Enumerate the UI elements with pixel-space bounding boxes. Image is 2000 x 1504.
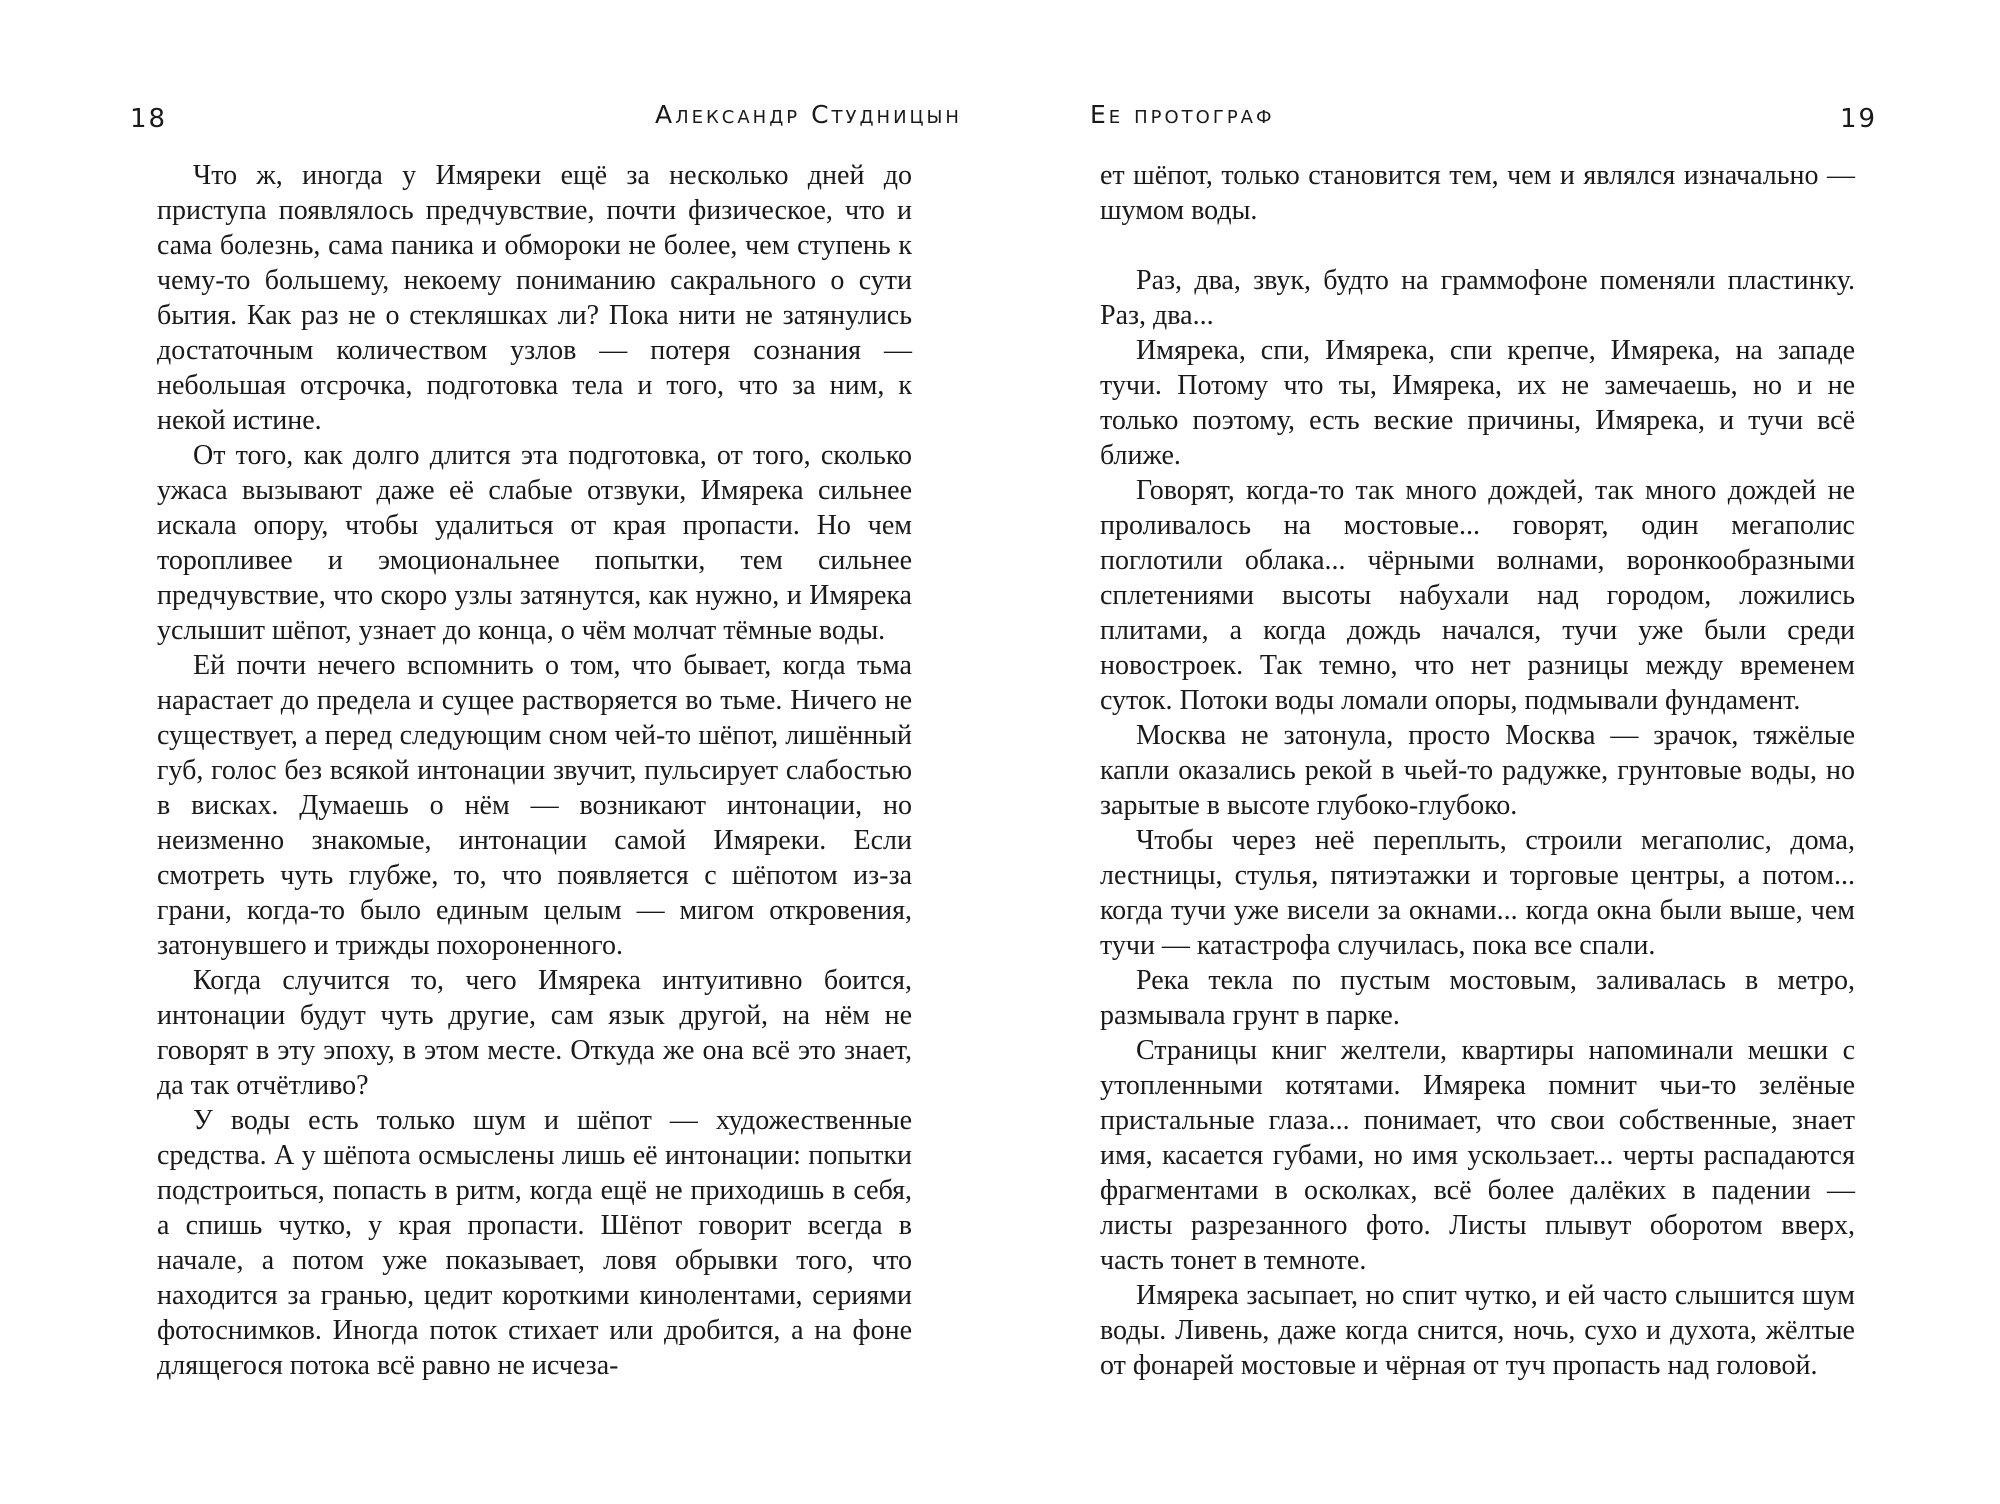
paragraph: Страницы книг желтели, квартиры напоминали мешки с утопленными котятами. Имярека помнит чьи-то зелёные пристальные глаза... понимает, что свои собственные, знает имя, касается губами, но имя ускользает... черты распадаются фрагментами в осколках, всё более далёких в падении — листы разрезанного фото. Листы плывут оборотом вверх, часть тонет в темноте.	[1100, 1035, 1855, 1276]
paragraph: Москва не затонула, просто Москва — зрачок, тяжёлые капли оказались рекой в чьей-то радужке, грунтовые воды, но зарытые в высоте глубоко-глубоко.	[1100, 720, 1855, 821]
paragraph: Раз, два, звук, будто на граммофоне поменяли пластинку. Раз, два...	[1100, 265, 1855, 331]
right-page	[1000, 0, 2000, 1504]
paragraph: Чтобы через неё переплыть, строили мегаполис, дома, лестницы, стулья, пятиэтажки и торговые центры, а потом... когда тучи уже висели за окнами... когда окна были выше, чем тучи — катастрофа случилась, пока все спали.	[1100, 825, 1855, 961]
paragraph: От того, как долго длится эта подготовка, от того, сколько ужаса вызывают даже её слабые отзвуки, Имярека сильнее искала опору, чтобы удалиться от края пропасти. Но чем торопливее и эмоциональнее попытки, тем сильнее предчувствие, что скоро узлы затянутся, как нужно, и Имярека услышит шёпот, узнает до конца, о чём молчат тёмные воды.	[157, 440, 912, 646]
paragraph: Говорят, когда-то так много дождей, так много дождей не проливалось на мостовые... говорят, один мегаполис поглотили облака... чёрными волнами, воронкообразными сплетениями высоты набухали над городом, ложились плитами, а когда дождь начался, тучи уже были среди новостроек. Так темно, что нет разницы между временем суток. Потоки воды ломали опоры, подмывали фундамент.	[1100, 475, 1855, 716]
page-number-left: 18	[130, 104, 168, 134]
paragraph: У воды есть только шум и шёпот — художественные средства. А у шёпота осмыслены лишь её интонации: попытки подстроиться, попасть в ритм, когда ещё не приходишь в себя, а спишь чутко, у края пропасти. Шёпот говорит всегда в начале, а потом уже показывает, ловя обрывки того, что находится за гранью, цедит короткими кинолентами, сериями фотоснимков. Иногда поток стихает или дробится, а на фоне длящегося потока всё равно не исчеза-	[157, 1105, 912, 1381]
left-page-text	[157, 158, 912, 1383]
right-page-text	[1100, 158, 1855, 1383]
paragraph: Что ж, иногда у Имяреки ещё за несколько дней до приступа появлялось предчувствие, почти физическое, что и сама болезнь, сама паника и обмороки не более, чем ступень к чему-то большему, некоему пониманию сакрального о сути бытия. Как раз не о стекляшках ли? Пока нити не затянулись достаточным количеством узлов — потеря сознания — небольшая отсрочка, подготовка тела и того, что за ним, к некой истине.	[157, 160, 912, 436]
paragraph-continuation: ет шёпот, только становится тем, чем и являлся изначально — шумом воды.	[1100, 160, 1855, 226]
running-head-author: Александр Студницын	[655, 100, 962, 129]
paragraph: Когда случится то, чего Имярека интуитивно боится, интонации будут чуть другие, сам язык другой, на нём не говорят в эту эпоху, в этом месте. Откуда же она всё это знает, да так отчётливо?	[157, 965, 912, 1101]
paragraph: Река текла по пустым мостовым, заливалась в метро, размывала грунт в парке.	[1100, 965, 1855, 1031]
paragraph: Ей почти нечего вспомнить о том, что бывает, когда тьма нарастает до предела и сущее растворяется во тьме. Ничего не существует, а перед следующим сном чей-то шёпот, лишённый губ, голос без всякой интонации звучит, пульсирует слабостью в висках. Думаешь о нём — возникают интонации, но неизменно знакомые, интонации самой Имяреки. Если смотреть чуть глубже, то, что появляется с шёпотом из-за грани, когда-то было единым целым — мигом откровения, затонувшего и трижды похороненного.	[157, 650, 912, 961]
page-number-right: 19	[1840, 104, 1878, 134]
running-head-title: Ее протограф	[1090, 100, 1275, 129]
paragraph: Имярека засыпает, но спит чутко, и ей часто слышится шум воды. Ливень, даже когда снится, ночь, сухо и духота, жёлтые от фонарей мостовые и чёрная от туч пропасть над головой.	[1100, 1280, 1855, 1381]
paragraph: Имярека, спи, Имярека, спи крепче, Имярека, на западе тучи. Потому что ты, Имярека, их не замечаешь, но и не только поэтому, есть веские причины, Имярека, и тучи всё ближе.	[1100, 335, 1855, 471]
